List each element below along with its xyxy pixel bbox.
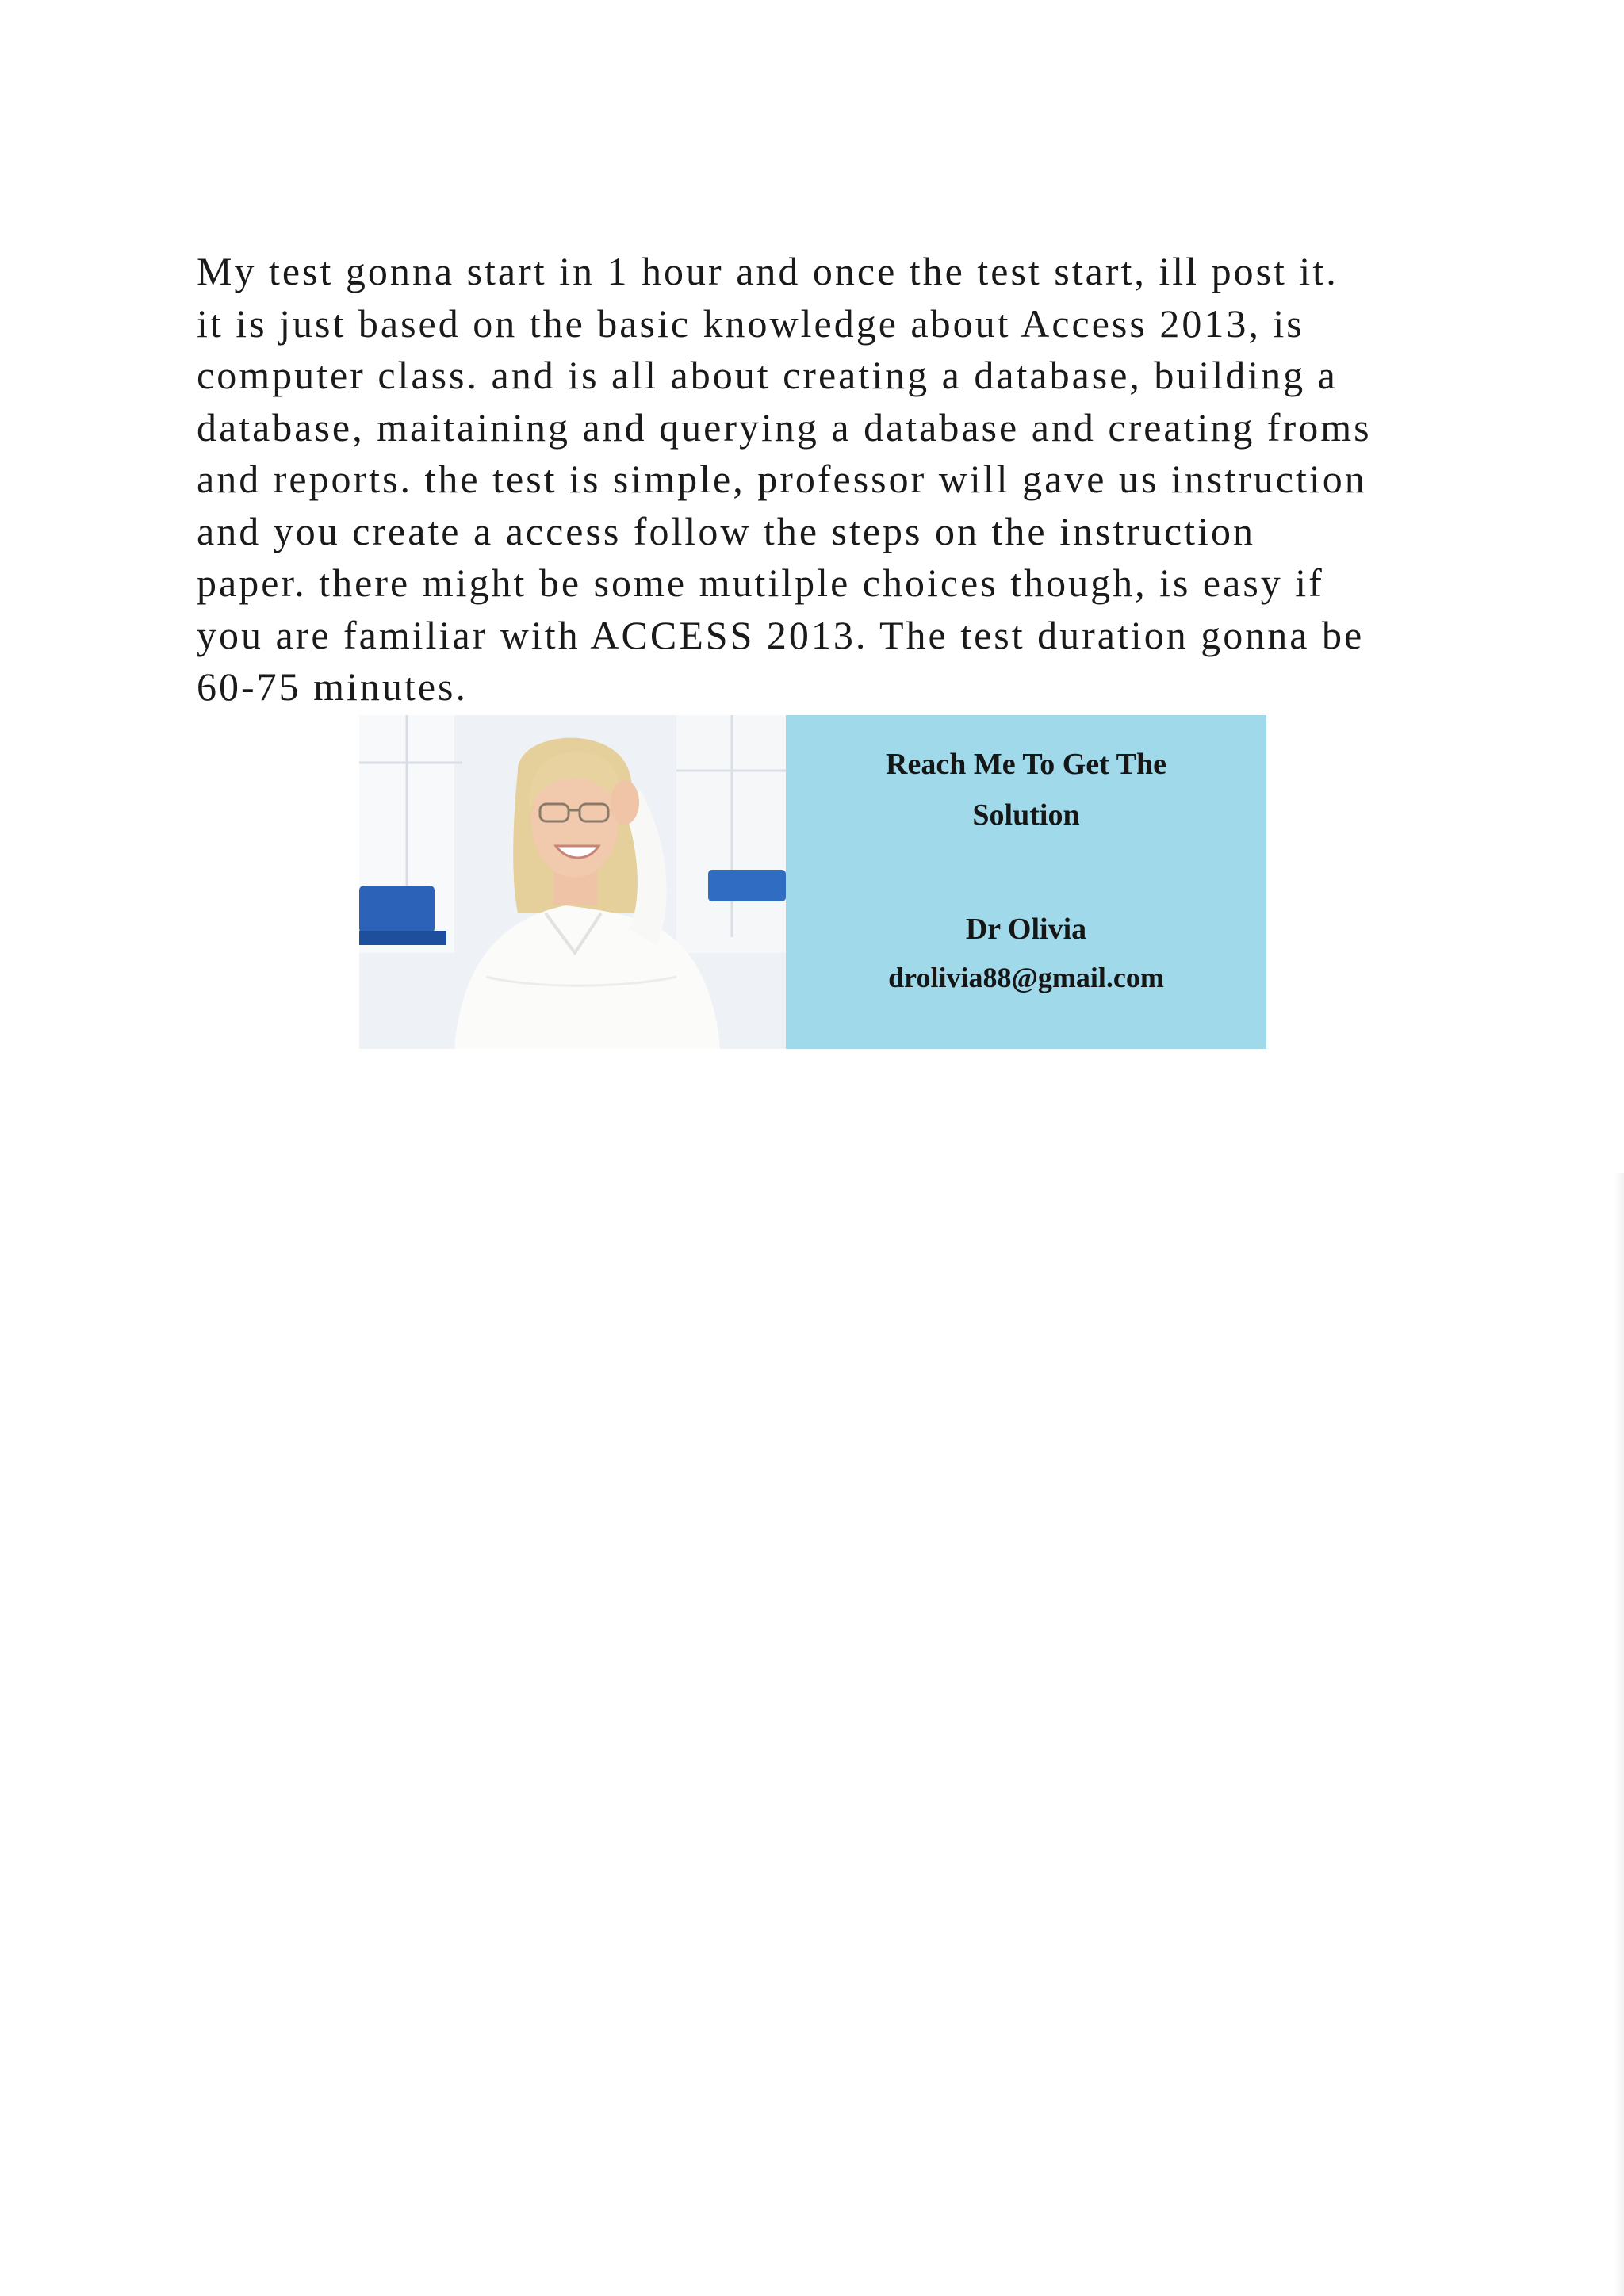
paragraph-line: 60-75 minutes. [197, 664, 468, 709]
paragraph-line: computer class. and is all about creating a database, building a [197, 353, 1338, 397]
banner-headline [786, 739, 1266, 840]
paragraph-line: My test gonna start in 1 hour and once the test start, ill post it. [197, 249, 1339, 293]
contact-email: drolivia88@gmail.com [888, 962, 1164, 993]
paragraph-line: paper. there might be some mutilple choices though, is easy if [197, 561, 1324, 605]
woman-photo [359, 715, 786, 1049]
contact-banner [359, 715, 1266, 1049]
paragraph-line: it is just based on the basic knowledge about Access 2013, is [197, 300, 1304, 346]
paragraph-line: database, maitaining and querying a database and creating froms [197, 404, 1372, 450]
headline-line: Solution [972, 798, 1080, 832]
paragraph-line: and you create a access follow the steps on the instruction [197, 508, 1255, 553]
body-paragraph [197, 246, 1450, 714]
paragraph-line: and reports. the test is simple, professor will gave us instruction [197, 457, 1367, 501]
paragraph-line: you are familiar with ACCESS 2013. The test duration gonna be [197, 612, 1365, 657]
contact-panel [786, 715, 1266, 1049]
contact-name: Dr Olivia [965, 913, 1087, 946]
headline-line: Reach Me To Get The [886, 748, 1166, 781]
page-edge-shade [1614, 1173, 1624, 2296]
